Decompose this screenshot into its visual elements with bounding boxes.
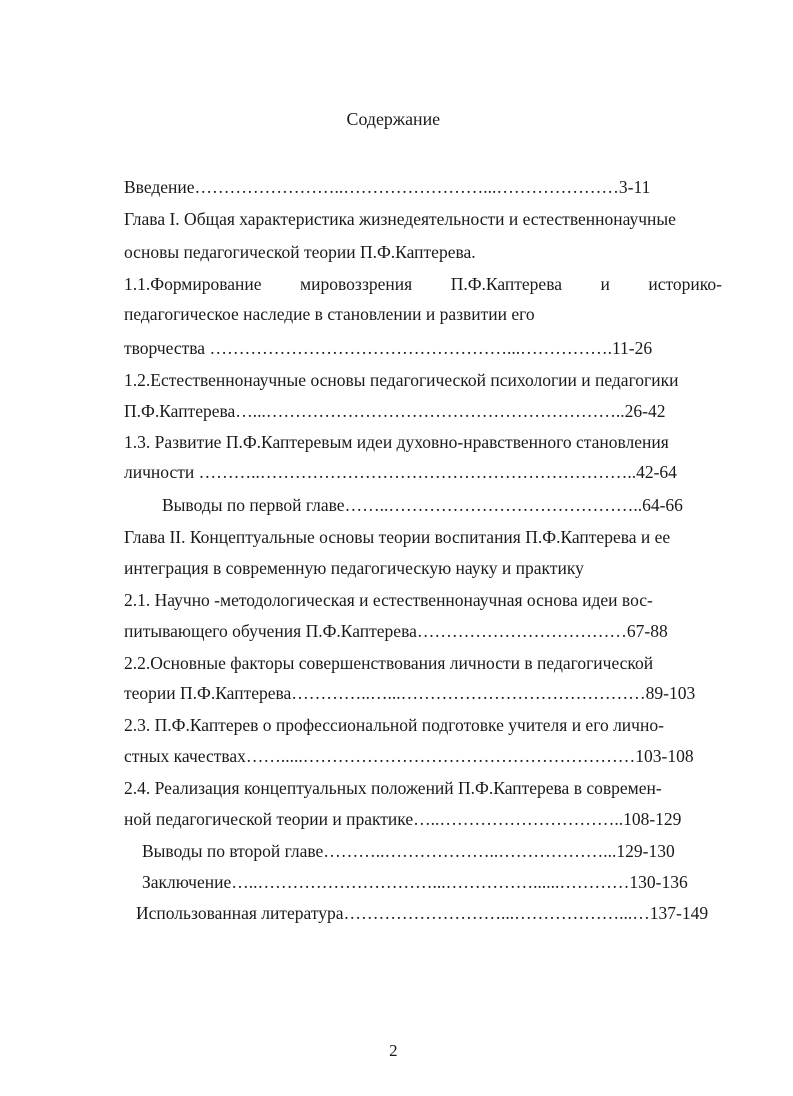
toc-line: творчества ……………………………………………...…………….11-26 xyxy=(124,338,653,358)
toc-word: 1.1.Формирование xyxy=(124,274,262,294)
toc-line: 2.3. П.Ф.Каптерев о профессиональной подготовке учителя и его лично- xyxy=(124,715,664,735)
toc-line: П.Ф.Каптерева…...……………………………………………………..26-42 xyxy=(124,401,666,421)
toc-line: Заключение…..…………………………...……………......…………130-136 xyxy=(142,872,688,892)
toc-line: 1.2.Естественнонаучные основы педагогической психологии и педагогики xyxy=(124,370,679,390)
toc-line: 1.3. Развитие П.Ф.Каптеревым идеи духовно-нравственного становления xyxy=(124,432,669,452)
toc-line: питывающего обучения П.Ф.Каптерева………………………………67-88 xyxy=(124,621,668,641)
toc-line: Глава I. Общая характеристика жизнедеятельности и естественнонаучные xyxy=(124,209,676,229)
toc-line: личности ………..………………………………………………………..42-64 xyxy=(124,462,677,482)
page-number: 2 xyxy=(389,1041,398,1060)
toc-line: педагогическое наследие в становлении и развитии его xyxy=(124,304,535,324)
toc-line: теории П.Ф.Каптерева…………..…...……………………………………89-103 xyxy=(124,683,696,703)
toc-line: Введение……………………..……………………...…………………3-11 xyxy=(124,177,651,197)
toc-line: Использованная литература………………………...………………...…137-149 xyxy=(136,903,709,923)
toc-word: мировоззрения xyxy=(300,274,413,294)
contents-title: Содержание xyxy=(346,109,441,129)
toc-line: Выводы по первой главе……..……………………………………..64-66 xyxy=(162,495,683,515)
toc-line: интеграция в современную педагогическую науку и практику xyxy=(124,558,584,578)
toc-word: П.Ф.Каптерева xyxy=(450,274,562,294)
toc-line: основы педагогической теории П.Ф.Каптерева. xyxy=(124,242,476,262)
toc-line: ной педагогической теории и практике…..…………………………..108-129 xyxy=(124,809,682,829)
toc-line-justified xyxy=(124,273,722,295)
toc-word: историко- xyxy=(648,274,722,294)
toc-line: Выводы по второй главе………..………………..………………...129-130 xyxy=(142,841,675,861)
toc-line: 2.1. Научно -методологическая и естественнонаучная основа идеи вос- xyxy=(124,590,653,610)
toc-line: 2.4. Реализация концептуальных положений П.Ф.Каптерева в современ- xyxy=(124,778,662,798)
toc-line: 2.2.Основные факторы совершенствования личности в педагогической xyxy=(124,653,654,673)
toc-word: и xyxy=(600,274,610,294)
toc-line: Глава II. Концептуальные основы теории воспитания П.Ф.Каптерева и ее xyxy=(124,527,671,547)
toc-line: стных качествах…….....…………………………………………………103-108 xyxy=(124,746,694,766)
